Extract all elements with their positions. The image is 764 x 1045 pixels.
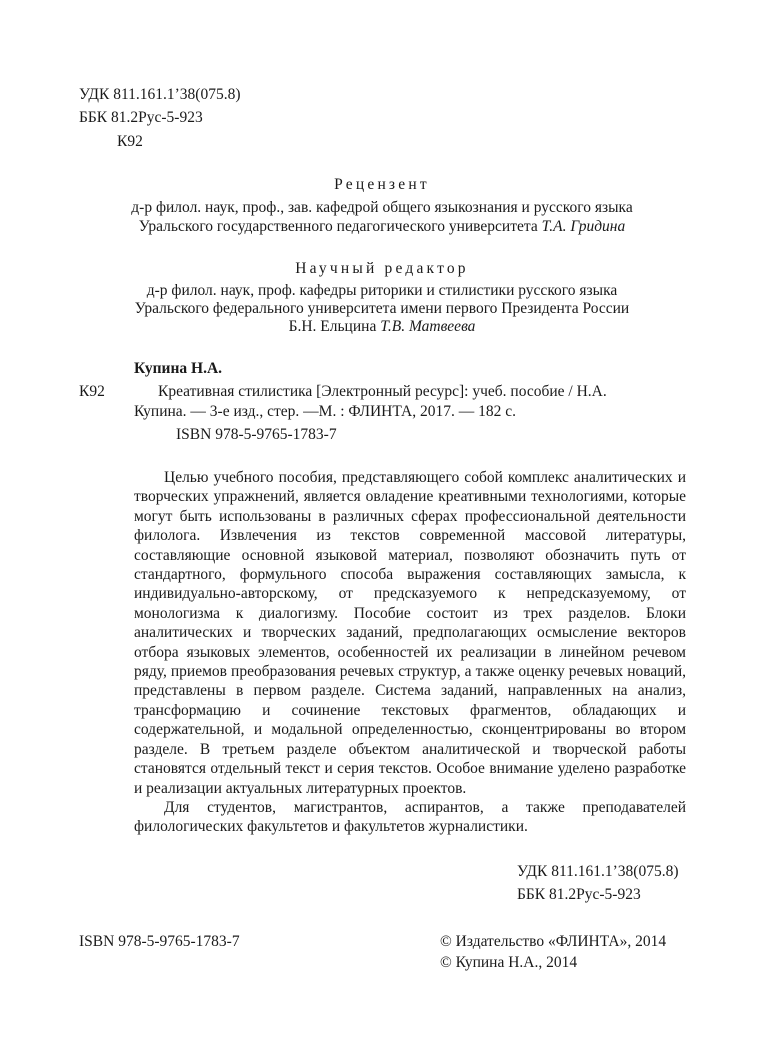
editor-affiliation — [0, 318, 764, 336]
copyright-publisher: © Издательство «ФЛИНТА», 2014 — [440, 933, 667, 950]
bbk-code-bottom: ББК 81.2Рус-5-923 — [517, 886, 641, 903]
annotation-paragraph: Целью учебного пособия, представляющего собой комплекс аналитических и творческих упражнений, является овладение креативными технологиями, которые могут быть использованы в различных сферах профессиональной деятельности филолога. Извлечения из текстов современной массовой литературы, составляющие основной языковой материал, позволяют обозначить путь от стандартного, формульного способа выражения составляющих замысла, к индивидуально-авторскому, от предсказуемого к непредсказуемому, от монологизма к диалогизму. Пособие состоит из трех разделов. Блоки аналитических и творческих заданий, предполагающих осмысление векторов отбора языковых элементов, особенностей их реализации в линейном речевом ряду, приемов преобразования речевых структур, а также оценку речевых новаций, представлены в первом разделе. Система заданий, направленных на анализ, трансформацию и сочинение текстовых фрагментов, обладающих и содержательной, и модальной определенностью, сконцентрированы во втором разделе. В третьем разделе объектом аналитической и творческой работы становятся отдельный текст и серия текстов. Особое внимание уделено разработке и реализации актуальных литературных проектов. — [134, 469, 686, 797]
record-author: Купина Н.А. — [134, 360, 223, 377]
udk-code-top: УДК 811.161.1’38(075.8) — [79, 86, 241, 103]
author-mark-top: К92 — [117, 133, 143, 150]
bbk-code-top: ББК 81.2Рус-5-923 — [79, 109, 203, 126]
isbn-bottom: ISBN 978-5-9765-1783-7 — [79, 933, 240, 950]
editor-position: д-р филол. наук, проф. кафедры риторики и стилистики русского языка — [146, 282, 618, 299]
annotation-audience: Для студентов, магистрантов, аспирантов, а также преподавателей филологических факультетов и факультетов журналистики. — [134, 798, 686, 836]
editor-university-tail: Б.Н. Ельцина — [288, 318, 381, 335]
record-isbn: ISBN 978-5-9765-1783-7 — [176, 426, 337, 443]
copyright-author: © Купина Н.А., 2014 — [440, 954, 578, 971]
annotation — [134, 468, 686, 837]
record-title-line: Креативная стилистика [Электронный ресурс]: учеб. пособие / Н.А. — [158, 383, 607, 400]
editor-heading: Научный редактор — [295, 260, 469, 277]
reviewer-position: д-р филол. наук, проф., зав. кафедрой общего языкознания и русского языка — [131, 199, 633, 216]
reviewer-affiliation — [0, 218, 764, 236]
reviewer-name: Т.А. Гридина — [541, 218, 626, 235]
reviewer-heading: Рецензент — [334, 176, 430, 193]
reviewer-university: Уральского государственного педагогического университета — [138, 218, 542, 235]
editor-name: Т.В. Матвеева — [380, 318, 476, 335]
udk-code-bottom: УДК 811.161.1’38(075.8) — [517, 863, 679, 880]
editor-university: Уральского федерального университета имени первого Президента России — [134, 300, 630, 317]
record-author-mark: К92 — [79, 383, 105, 400]
record-imprint-line: Купина. — 3-е изд., стер. —М. : ФЛИНТА, 2017. — 182 с. — [134, 403, 516, 420]
